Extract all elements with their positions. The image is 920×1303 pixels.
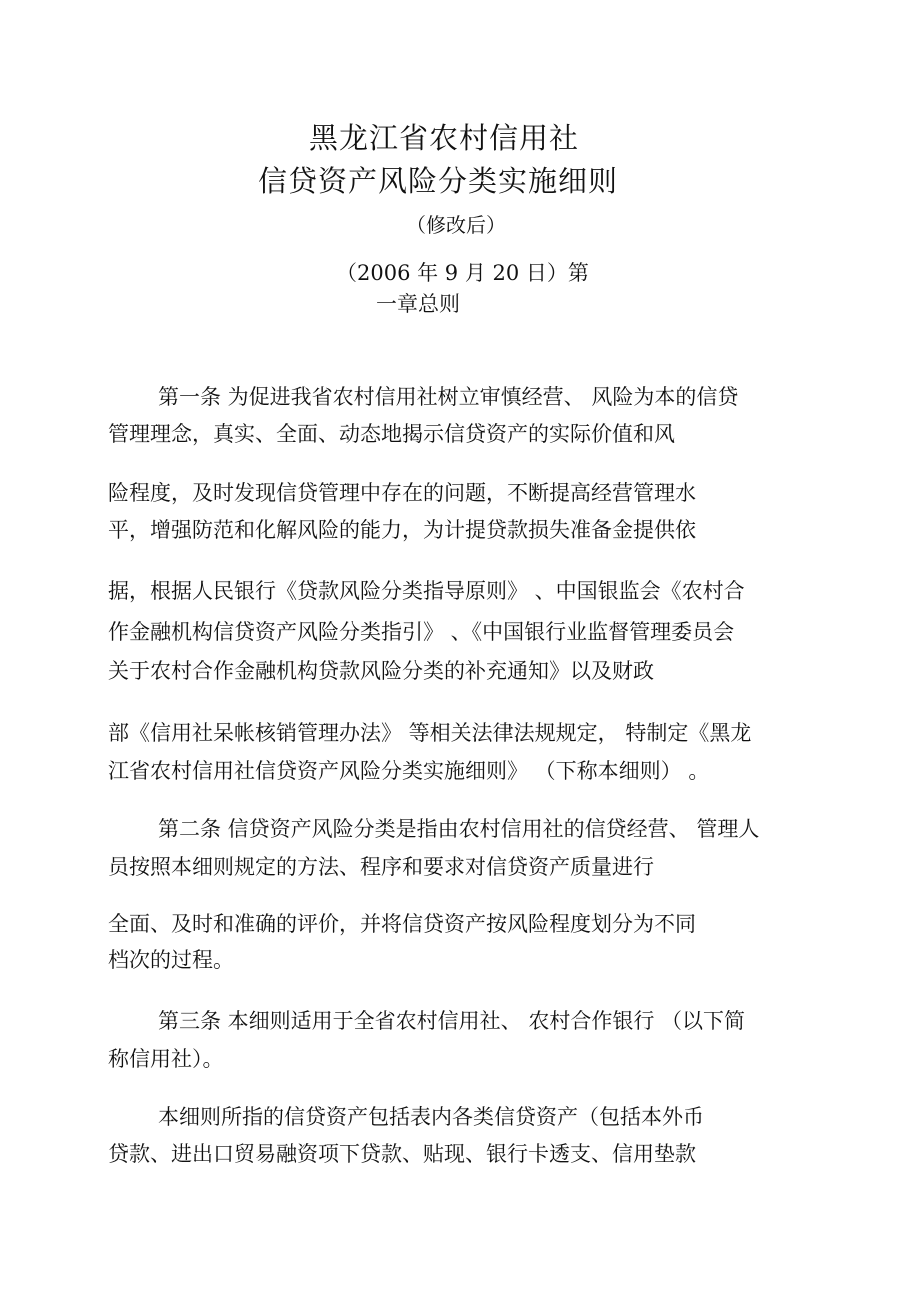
body-line: 关于农村合作金融机构贷款风险分类的补充通知》以及财政	[108, 659, 654, 683]
body-line: 全面、及时和准确的评价，并将信贷资产按风险程度划分为不同	[108, 912, 696, 936]
document-title-line-2: 信贷资产风险分类实施细则	[258, 164, 619, 198]
body-line: 第三条 本细则适用于全省农村信用社、 农村合作银行 （以下简	[158, 1009, 746, 1033]
document-title-line-1: 黑龙江省农村信用社	[309, 121, 580, 155]
body-line: 本细则所指的信贷资产包括表内各类信贷资产（包括本外币	[158, 1105, 704, 1129]
body-line: 贷款、进出口贸易融资项下贷款、贴现、银行卡透支、信用垫款	[108, 1142, 696, 1166]
body-line: 平，增强防范和化解风险的能力，为计提贷款损失准备金提供依	[108, 518, 696, 542]
document-date: （2006 年 9 月 20 日）第	[336, 261, 589, 285]
body-line: 险程度，及时发现信贷管理中存在的问题，不断提高经营管理水	[108, 481, 696, 505]
chapter-heading: 一章总则	[376, 292, 460, 316]
body-line: 部《信用社呆帐核销管理办法》 等相关法律法规规定， 特制定《黑龙	[108, 721, 752, 745]
body-line: 据，根据人民银行《贷款风险分类指导原则》 、中国银监会《农村合	[108, 579, 745, 603]
body-line: 档次的过程。	[108, 948, 234, 972]
body-line: 管理理念，真实、全面、动态地揭示信贷资产的实际价值和风	[108, 422, 675, 446]
body-line: 江省农村信用社信贷资产风险分类实施细则》 （下称本细则） 。	[108, 759, 710, 783]
body-line: 称信用社）。	[108, 1047, 224, 1071]
body-line: 第二条 信贷资产风险分类是指由农村信用社的信贷经营、 管理人	[158, 817, 760, 841]
document-subtitle: （修改后）	[406, 213, 506, 237]
body-line: 作金融机构信贷资产风险分类指引》 、《中国银行业监督管理委员会	[108, 620, 735, 644]
body-line: 员按照本细则规定的方法、程序和要求对信贷资产质量进行	[108, 855, 654, 879]
body-line: 第一条 为促进我省农村信用社树立审慎经营、 风险为本的信贷	[158, 385, 739, 409]
